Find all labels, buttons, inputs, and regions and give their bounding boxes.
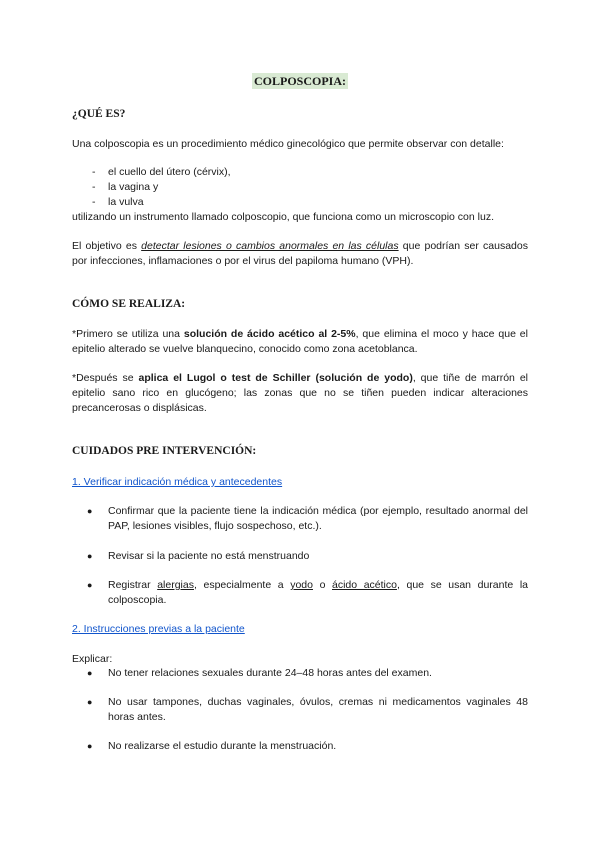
- explicar-label: Explicar:: [72, 653, 113, 665]
- section-heading-como-se-realiza: CÓMO SE REALIZA:: [72, 298, 186, 310]
- list-item: - la vulva: [92, 196, 144, 208]
- section-heading-que-es: ¿QUÉ ES?: [72, 108, 126, 120]
- objective-emphasis: detectar lesiones o cambios anormales en las células: [141, 240, 399, 252]
- list-item: - el cuello del útero (cérvix),: [92, 166, 231, 178]
- list-item: - la vagina y: [92, 181, 159, 193]
- subheading-verificar: 1. Verificar indicación médica y antecedentes: [72, 476, 283, 488]
- list-item: ● Confirmar que la paciente tiene la indicación médica (por ejemplo, resultado anormal del PAP, lesiones visibles, flujo sospechoso, etc.).: [87, 505, 528, 532]
- bullet-icon: ●: [87, 668, 93, 678]
- bullet-icon: ●: [87, 697, 93, 707]
- bullet-icon: ●: [87, 551, 93, 561]
- instrument-paragraph: utilizando un instrumento llamado colposcopio, que funciona como un microscopio con luz.: [72, 211, 494, 223]
- bullet-icon: ●: [87, 741, 93, 751]
- list-item: ● No tener relaciones sexuales durante 24–48 horas antes del examen.: [87, 667, 432, 679]
- document-title-text: COLPOSCOPIA:: [253, 74, 346, 88]
- bullet-icon: ●: [87, 506, 93, 516]
- list-item: ● No realizarse el estudio durante la menstruación.: [87, 740, 337, 752]
- bullet-icon: ●: [87, 580, 93, 590]
- document-title: [0, 74, 600, 90]
- section-heading-cuidados: CUIDADOS PRE INTERVENCIÓN:: [72, 445, 257, 457]
- list-item: ● No usar tampones, duchas vaginales, óvulos, cremas ni medicamentos vaginales 48 horas antes.: [87, 696, 528, 723]
- step-lugol: *Después se aplica el Lugol o test de Schiller (solución de yodo), que tiñe de marrón el epitelio sano rico en glucógeno; las zonas que no se tiñen pueden indicar alteraciones precancerosas o displásicas.: [72, 372, 529, 414]
- intro-paragraph: Una colposcopia es un procedimiento médico ginecológico que permite observar con detalle:: [72, 138, 504, 150]
- objective-paragraph: El objetivo es detectar lesiones o cambios anormales en las células que podrían ser causados por infecciones, inflamaciones o por el virus del papiloma humano (VPH).: [72, 240, 528, 267]
- list-item: ● Registrar alergias, especialmente a yodo o ácido acético, que se usan durante la colposcopia.: [87, 579, 528, 606]
- step-acetic-acid: *Primero se utiliza una solución de ácido acético al 2-5%, que elimina el moco y hace que el epitelio alterado se vuelve blanquecino, conocido como zona acetoblanca.: [72, 328, 528, 355]
- subheading-instrucciones: 2. Instrucciones previas a la paciente: [72, 623, 245, 635]
- list-item: ● Revisar si la paciente no está menstruando: [87, 550, 310, 562]
